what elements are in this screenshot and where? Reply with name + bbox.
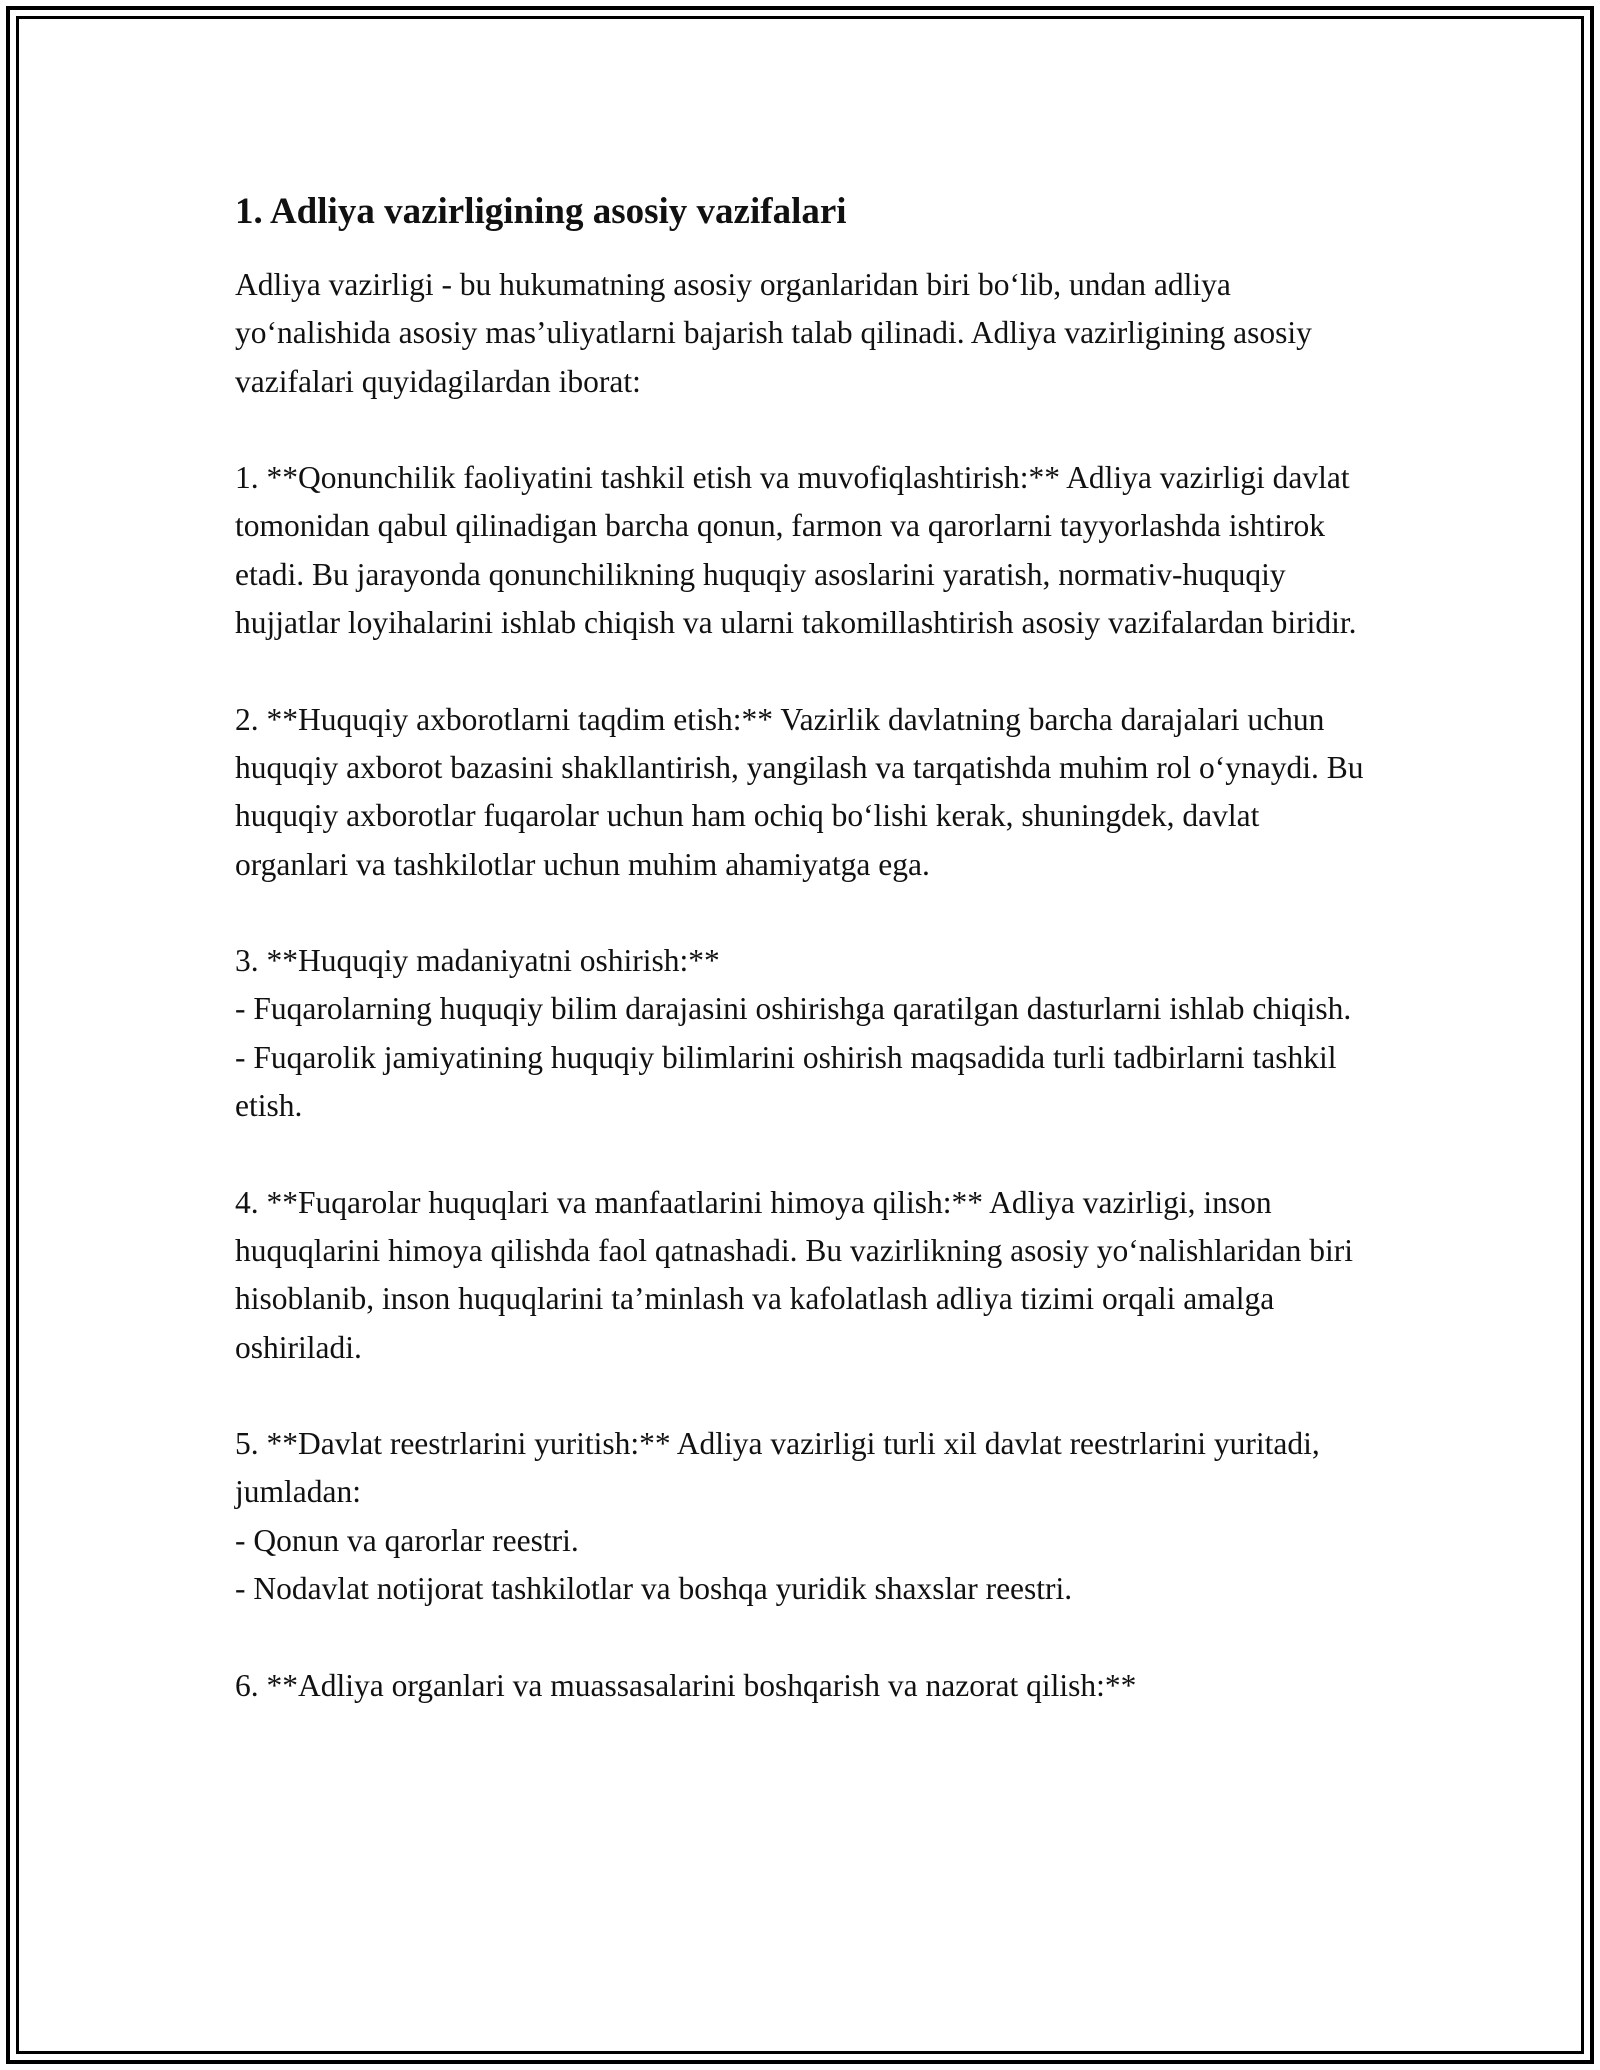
list-item-4: 4. **Fuqarolar huquqlari va manfaatlarini himoya qilish:** Adliya vazirligi, inson huquqlarini himoya qilishda faol qatnashadi. Bu vazirlikning asosiy yo‘nalishlaridan biri hisoblanib, inson huquqlarini ta’minlash va kafolatlash adliya tizimi orqali amalga oshiriladi. — [235, 1184, 1354, 1365]
paragraph-gap — [235, 1613, 1375, 1661]
document-body — [235, 188, 1375, 1710]
paragraph-gap — [235, 647, 1375, 695]
intro-paragraph: Adliya vazirligi - bu hukumatning asosiy organlaridan biri bo‘lib, undan adliya yo‘nalishida asosiy mas’uliyatlarni bajarish talab qilinadi. Adliya vazirligining asosiy vazifalari quyidagilardan iborat: — [235, 267, 1312, 399]
document-title: 1. Adliya vazirligining asosiy vazifalari — [235, 191, 847, 232]
list-item-5: 5. **Davlat reestrlarini yuritish:** Adliya vazirligi turli xil davlat reestrlarini yuritadi, jumladan: - Qonun va qarorlar reestri. - Nodavlat notijorat tashkilotlar va boshqa yuridik shaxslar reestri. — [235, 1426, 1320, 1607]
list-item-2: 2. **Huquqiy axborotlarni taqdim etish:** Vazirlik davlatning barcha darajalari uchun huquqiy axborot bazasini shakllantirish, yangilash va tarqatishda muhim rol o‘ynaydi. Bu huquqiy axborotlar fuqarolar uchun ham ochiq bo‘lishi kerak, shuningdek, davlat organlari va tashkilotlar uchun muhim ahamiyatga ega. — [235, 701, 1364, 882]
paragraph-gap — [235, 889, 1375, 937]
list-item-1: 1. **Qonunchilik faoliyatini tashkil etish va muvofiqlashtirish:** Adliya vazirligi davlat tomonidan qabul qilinadigan barcha qonun, farmon va qarorlarni tayyorlashda ishtirok etadi. Bu jarayonda qonunchilikning huquqiy asoslarini yaratish, normativ-huquqiy hujjatlar loyihalarini ishlab chiqish va ularni takomillashtirish asosiy vazifalardan biridir. — [235, 460, 1357, 641]
paragraph-gap — [235, 406, 1375, 454]
list-item-6: 6. **Adliya organlari va muassasalarini boshqarish va nazorat qilish:** — [235, 1667, 1137, 1703]
paragraph-gap — [235, 1130, 1375, 1178]
list-item-3: 3. **Huquqiy madaniyatni oshirish:** - Fuqarolarning huquqiy bilim darajasini oshirishga qaratilgan dasturlarni ishlab chiqish. - Fuqarolik jamiyatining huquqiy bilimlarini oshirish maqsadida turli tadbirlarni tashkil etish. — [235, 943, 1352, 1124]
paragraph-gap — [235, 1372, 1375, 1420]
